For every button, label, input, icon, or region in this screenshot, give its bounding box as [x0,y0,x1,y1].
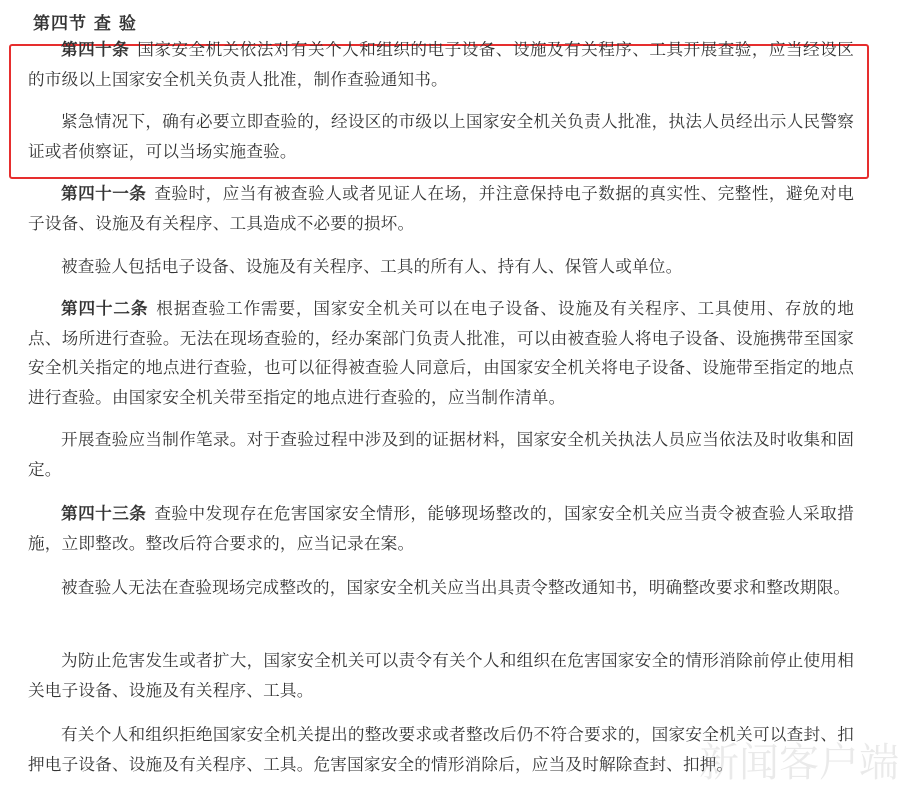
paragraph-rectification-notice [28,573,854,603]
paragraph-article-41 [28,179,854,239]
paragraph-text: 根据查验工作需要，国家安全机关可以在电子设备、设施及有关程序、工具使用、存放的地点、场所进行查验。无法在现场查验的，经办案部门负责人批准，可以由被查验人将电子设备、设施携带至国家安全机关指定的地点进行查验，也可以征得被查验人同意后，由国家安全机关将电子设备、设施带至指定的地点进行查验。由国家安全机关带至指定的地点进行查验的，应当制作清单。 [28,299,854,407]
paragraph-text: 为防止危害发生或者扩大，国家安全机关可以责令有关个人和组织在危害国家安全的情形消除前停止使用相关电子设备、设施及有关程序、工具。 [28,651,854,700]
paragraph-text: 开展查验应当制作笔录。对于查验过程中涉及到的证据材料，国家安全机关执法人员应当依法及时收集和固定。 [28,430,854,479]
section-title: 第四节 查 验 [33,14,137,34]
paragraph-inspected-party [28,252,854,282]
article-number: 第四十一条 [61,184,147,203]
paragraph-text: 查验时，应当有被查验人或者见证人在场，并注意保持电子数据的真实性、完整性，避免对电子设备、设施及有关程序、工具造成不必要的损坏。 [28,184,854,233]
paragraph-record [28,425,854,485]
paragraph-text: 紧急情况下，确有必要立即查验的，经设区的市级以上国家安全机关负责人批准，执法人员经出示人民警察证或者侦察证，可以当场实施查验。 [28,112,854,161]
paragraph-article-42 [28,294,854,412]
paragraph-emergency [28,107,854,167]
watermark: 新闻客户端 [699,740,899,786]
paragraph-stop-use [28,646,854,706]
paragraph-article-43 [28,499,854,559]
article-number: 第四十条 [61,40,130,59]
paragraph-text: 被查验人包括电子设备、设施及有关程序、工具的所有人、持有人、保管人或单位。 [61,257,683,276]
paragraph-article-40 [28,35,854,95]
paragraph-text: 有关个人和组织拒绝国家安全机关提出的整改要求或者整改后仍不符合要求的，国家安全机关可以查封、扣押电子设备、设施及有关程序、工具。危害国家安全的情形消除后，应当及时解除查封、扣押。 [28,725,854,774]
paragraph-seizure [28,720,854,780]
article-number: 第四十二条 [61,299,149,318]
paragraph-text: 查验中发现存在危害国家安全情形，能够现场整改的，国家安全机关应当责令被查验人采取措施，立即整改。整改后符合要求的，应当记录在案。 [28,504,854,553]
article-number: 第四十三条 [61,504,147,523]
paragraph-text: 国家安全机关依法对有关个人和组织的电子设备、设施及有关程序、工具开展查验，应当经设区的市级以上国家安全机关负责人批准，制作查验通知书。 [28,40,854,89]
paragraph-text: 被查验人无法在查验现场完成整改的，国家安全机关应当出具责令整改通知书，明确整改要求和整改期限。 [61,578,851,597]
